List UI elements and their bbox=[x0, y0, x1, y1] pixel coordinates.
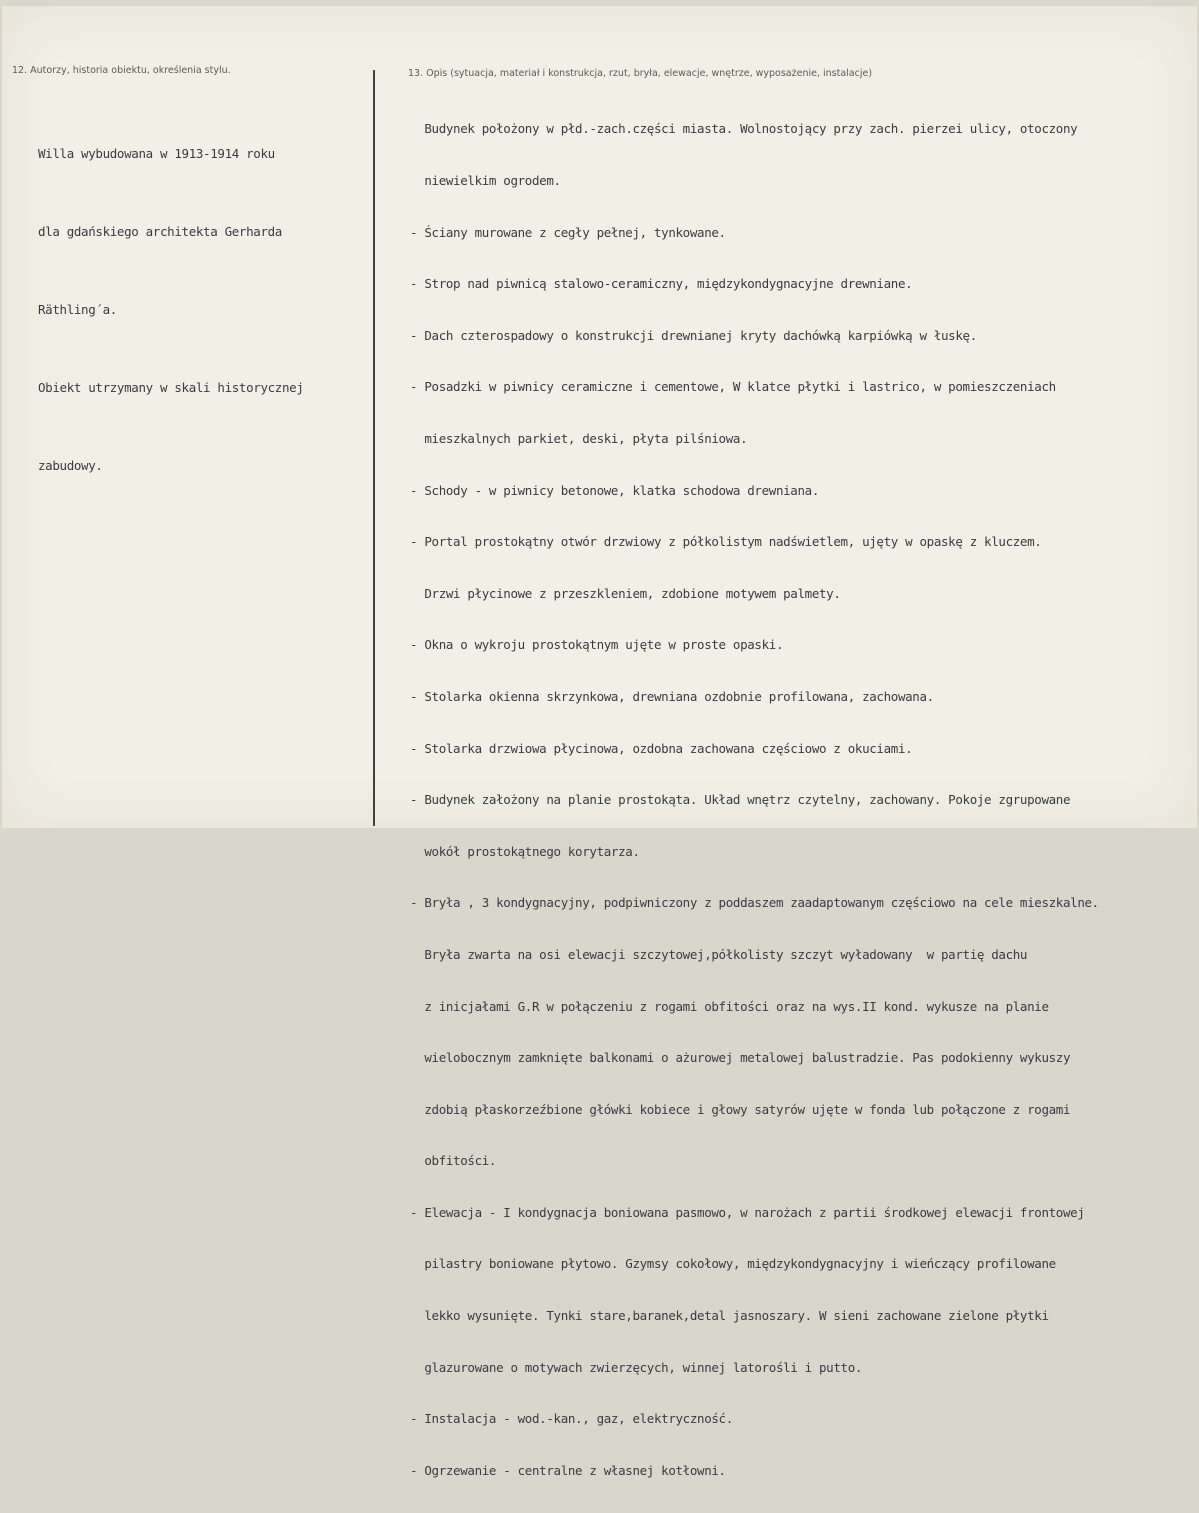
text-line: glazurowane o motywach zwierzęcych, winnej latorośli i putto. bbox=[410, 1359, 863, 1375]
text-line: wokół prostokątnego korytarza. bbox=[410, 843, 640, 859]
text-line: mieszkalnych parkiet, deski, płyta pilśniowa. bbox=[410, 430, 748, 446]
text-line: zdobią płaskorzeźbione główki kobiece i głowy satyrów ujęte w fonda lub połączone z rogami bbox=[410, 1101, 1071, 1117]
text-line: z inicjałami G.R w połączeniu z rogami obfitości oraz na wys.II kond. wykusze na planie bbox=[410, 998, 1049, 1014]
text-line: - Portal prostokątny otwór drzwiowy z półkolistym nadświetlem, ujęty w opaskę z kluczem. bbox=[410, 534, 1042, 550]
text-line: - Ogrzewanie - centralne z własnej kotłowni. bbox=[410, 1462, 726, 1478]
section-12-heading: 12. Autorzy, historia obiektu, określenia stylu. bbox=[12, 65, 231, 76]
description-text bbox=[410, 86, 1099, 1513]
text-line: dla gdańskiego architekta Gerharda bbox=[38, 224, 282, 239]
text-line: lekko wysunięte. Tynki stare,baranek,detal jasnoszary. W sieni zachowane zielone płytki bbox=[410, 1308, 1049, 1324]
record-card bbox=[2, 6, 1197, 1478]
text-line: Drzwi płycinowe z przeszkleniem, zdobione motywem palmety. bbox=[410, 585, 841, 601]
section-13-heading: 13. Opis (sytuacja, materiał i konstrukcja, rzut, bryła, elewacje, wnętrze, wyposażenie, instalacje) bbox=[408, 68, 873, 79]
text-line: Bryła zwarta na osi elewacji szczytowej,półkolisty szczyt wyładowany w partię dachu bbox=[410, 946, 1028, 962]
text-line: obfitości. bbox=[410, 1153, 497, 1169]
text-line: - Bryła , 3 kondygnacyjny, podpiwniczony z poddaszem zaadaptowanym częściowo na cele mieszkalne. bbox=[410, 895, 1099, 911]
text-line: - Ściany murowane z cegły pełnej, tynkowane. bbox=[410, 224, 726, 240]
text-line: - Budynek założony na planie prostokąta. Układ wnętrz czytelny, zachowany. Pokoje zgrupowane bbox=[410, 792, 1071, 808]
text-line: - Dach czterospadowy o konstrukcji drewnianej kryty dachówką karpiówką w łuskę. bbox=[410, 327, 977, 343]
text-line: zabudowy. bbox=[38, 458, 103, 473]
text-line: Willa wybudowana w 1913-1914 roku bbox=[38, 146, 275, 161]
authors-history-text bbox=[38, 89, 304, 531]
text-line: wielobocznym zamknięte balkonami o ażurowej metalowej balustradzie. Pas podokienny wykuszy bbox=[410, 1050, 1071, 1066]
text-line: - Strop nad piwnicą stalowo-ceramiczny, międzykondygnacyjne drewniane. bbox=[410, 276, 913, 292]
text-line: - Schody - w piwnicy betonowe, klatka schodowa drewniana. bbox=[410, 482, 820, 498]
text-line: Budynek położony w płd.-zach.części miasta. Wolnostojący przy zach. pierzei ulicy, otoczony bbox=[410, 121, 1078, 137]
text-line: niewielkim ogrodem. bbox=[410, 173, 561, 188]
text-line: - Stolarka drzwiowa płycinowa, ozdobna zachowana częściowo z okuciami. bbox=[410, 740, 913, 756]
text-line: - Instalacja - wod.-kan., gaz, elektryczność. bbox=[410, 1411, 733, 1427]
text-line: - Okna o wykroju prostokątnym ujęte w proste opaski. bbox=[410, 637, 784, 653]
text-line: Obiekt utrzymany w skali historycznej bbox=[38, 380, 304, 395]
text-line: - Posadzki w piwnicy ceramiczne i cementowe, W klatce płytki i lastrico, w pomieszczeniach bbox=[410, 379, 1056, 395]
text-line: Räthling´a. bbox=[38, 302, 117, 317]
text-line: - Stolarka okienna skrzynkowa, drewniana ozdobnie profilowana, zachowana. bbox=[410, 688, 934, 704]
text-line: - Elewacja - I kondygnacja boniowana pasmowo, w narożach z partii środkowej elewacji frontowej bbox=[410, 1204, 1085, 1220]
column-divider bbox=[373, 70, 375, 826]
text-line: pilastry boniowane płytowo. Gzymsy cokołowy, międzykondygnacyjny i wieńczący profilowane bbox=[410, 1256, 1056, 1272]
